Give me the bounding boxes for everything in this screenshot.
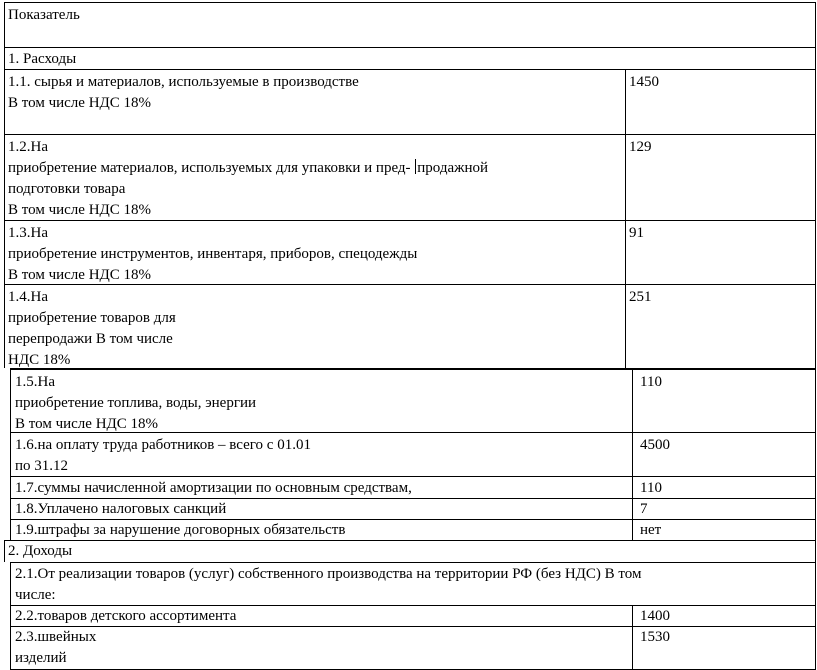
section-row-income bbox=[4, 540, 816, 562]
row-label-line: перепродажи В том числе bbox=[8, 331, 173, 347]
table-row bbox=[4, 284, 816, 368]
header-row bbox=[4, 2, 816, 47]
table-row bbox=[10, 626, 816, 670]
row-label-line: приобретение топлива, воды, энергии bbox=[15, 395, 257, 411]
table-row bbox=[4, 134, 816, 220]
value-cell bbox=[625, 221, 815, 284]
row-value: 1530 bbox=[640, 629, 670, 645]
row-value: 110 bbox=[640, 374, 662, 390]
section-row-expenses bbox=[4, 47, 816, 69]
row-value: 7 bbox=[640, 501, 648, 517]
row-value: 1450 bbox=[629, 74, 659, 90]
table-row bbox=[4, 69, 816, 134]
table-row bbox=[10, 562, 816, 605]
label-cell bbox=[11, 627, 632, 669]
row-label-line: 1.9.штрафы за нарушение договорных обязательств bbox=[15, 522, 346, 538]
row-label-line: 1.5.На bbox=[15, 374, 55, 390]
header-cell bbox=[5, 3, 815, 47]
row-label-line: 2.2.товаров детского ассортимента bbox=[15, 608, 237, 624]
row-label-part: продажной bbox=[417, 160, 489, 176]
label-cell bbox=[11, 606, 632, 626]
value-cell bbox=[625, 135, 815, 220]
row-label-part: приобретение материалов, используемых для упаковки и пред- bbox=[8, 160, 411, 176]
row-label-line: приобретение товаров для bbox=[8, 310, 176, 326]
table-row bbox=[10, 432, 816, 476]
row-label-line: 1.8.Уплачено налоговых санкций bbox=[15, 501, 227, 517]
row-label-line: В том числе НДС 18% bbox=[8, 202, 152, 218]
row-label-line-split bbox=[8, 158, 622, 179]
table-row bbox=[10, 519, 816, 540]
table-row bbox=[10, 605, 816, 626]
value-cell bbox=[632, 627, 815, 669]
row-label-line: 1.4.На bbox=[8, 289, 48, 305]
value-cell bbox=[632, 477, 815, 498]
row-label-line: числе: bbox=[15, 587, 56, 603]
row-label-line: НДС 18% bbox=[8, 352, 71, 368]
value-cell bbox=[632, 433, 815, 476]
label-cell bbox=[5, 70, 625, 134]
row-label-line: 2.1.От реализации товаров (услуг) собственного производства на территории РФ (без НДС) В том bbox=[15, 566, 642, 582]
row-value: 4500 bbox=[640, 437, 670, 453]
row-value: нет bbox=[640, 522, 662, 538]
label-cell bbox=[11, 370, 632, 432]
row-label-line: 1.7.суммы начисленной амортизации по основным средствам, bbox=[15, 480, 412, 496]
value-cell bbox=[632, 606, 815, 626]
value-cell bbox=[625, 70, 815, 134]
header-label: Показатель bbox=[8, 7, 80, 23]
row-label-line: 1.1. сырья и материалов, используемые в производстве bbox=[8, 74, 359, 90]
table-row bbox=[10, 476, 816, 498]
label-cell bbox=[5, 135, 625, 220]
row-label-line: изделий bbox=[15, 650, 67, 666]
table-row bbox=[10, 368, 816, 432]
row-value: 91 bbox=[629, 225, 644, 241]
label-cell bbox=[11, 520, 632, 540]
row-label-line: 2.3.швейных bbox=[15, 629, 97, 645]
row-label-line: 1.6.на оплату труда работников – всего с 01.01 bbox=[15, 437, 311, 453]
value-cell bbox=[632, 520, 815, 540]
row-label-line: подготовки товара bbox=[8, 181, 126, 197]
row-value: 110 bbox=[640, 480, 662, 496]
label-cell bbox=[5, 221, 625, 284]
label-cell bbox=[5, 285, 625, 368]
label-cell bbox=[11, 499, 632, 519]
value-cell bbox=[632, 370, 815, 432]
row-label-line: по 31.12 bbox=[15, 458, 69, 474]
section-cell bbox=[5, 541, 815, 562]
row-label-line: В том числе НДС 18% bbox=[8, 267, 152, 283]
label-cell bbox=[11, 563, 815, 605]
section-title-income: 2. Доходы bbox=[8, 543, 73, 559]
value-cell bbox=[625, 285, 815, 368]
label-cell bbox=[11, 433, 632, 476]
row-label-line: 1.3.На bbox=[8, 225, 48, 241]
row-label-line: приобретение инструментов, инвентаря, приборов, спецодежды bbox=[8, 246, 418, 262]
table-row bbox=[4, 220, 816, 284]
row-value: 129 bbox=[629, 139, 652, 155]
row-label-line: В том числе НДС 18% bbox=[15, 416, 159, 432]
value-cell bbox=[632, 499, 815, 519]
row-value: 251 bbox=[629, 289, 652, 305]
row-label-line: 1.2.На bbox=[8, 139, 48, 155]
row-value: 1400 bbox=[640, 608, 670, 624]
row-label-line: В том числе НДС 18% bbox=[8, 95, 152, 111]
table-row bbox=[10, 498, 816, 519]
section-title-expenses: 1. Расходы bbox=[8, 51, 77, 67]
section-cell bbox=[5, 48, 815, 69]
label-cell bbox=[11, 477, 632, 498]
